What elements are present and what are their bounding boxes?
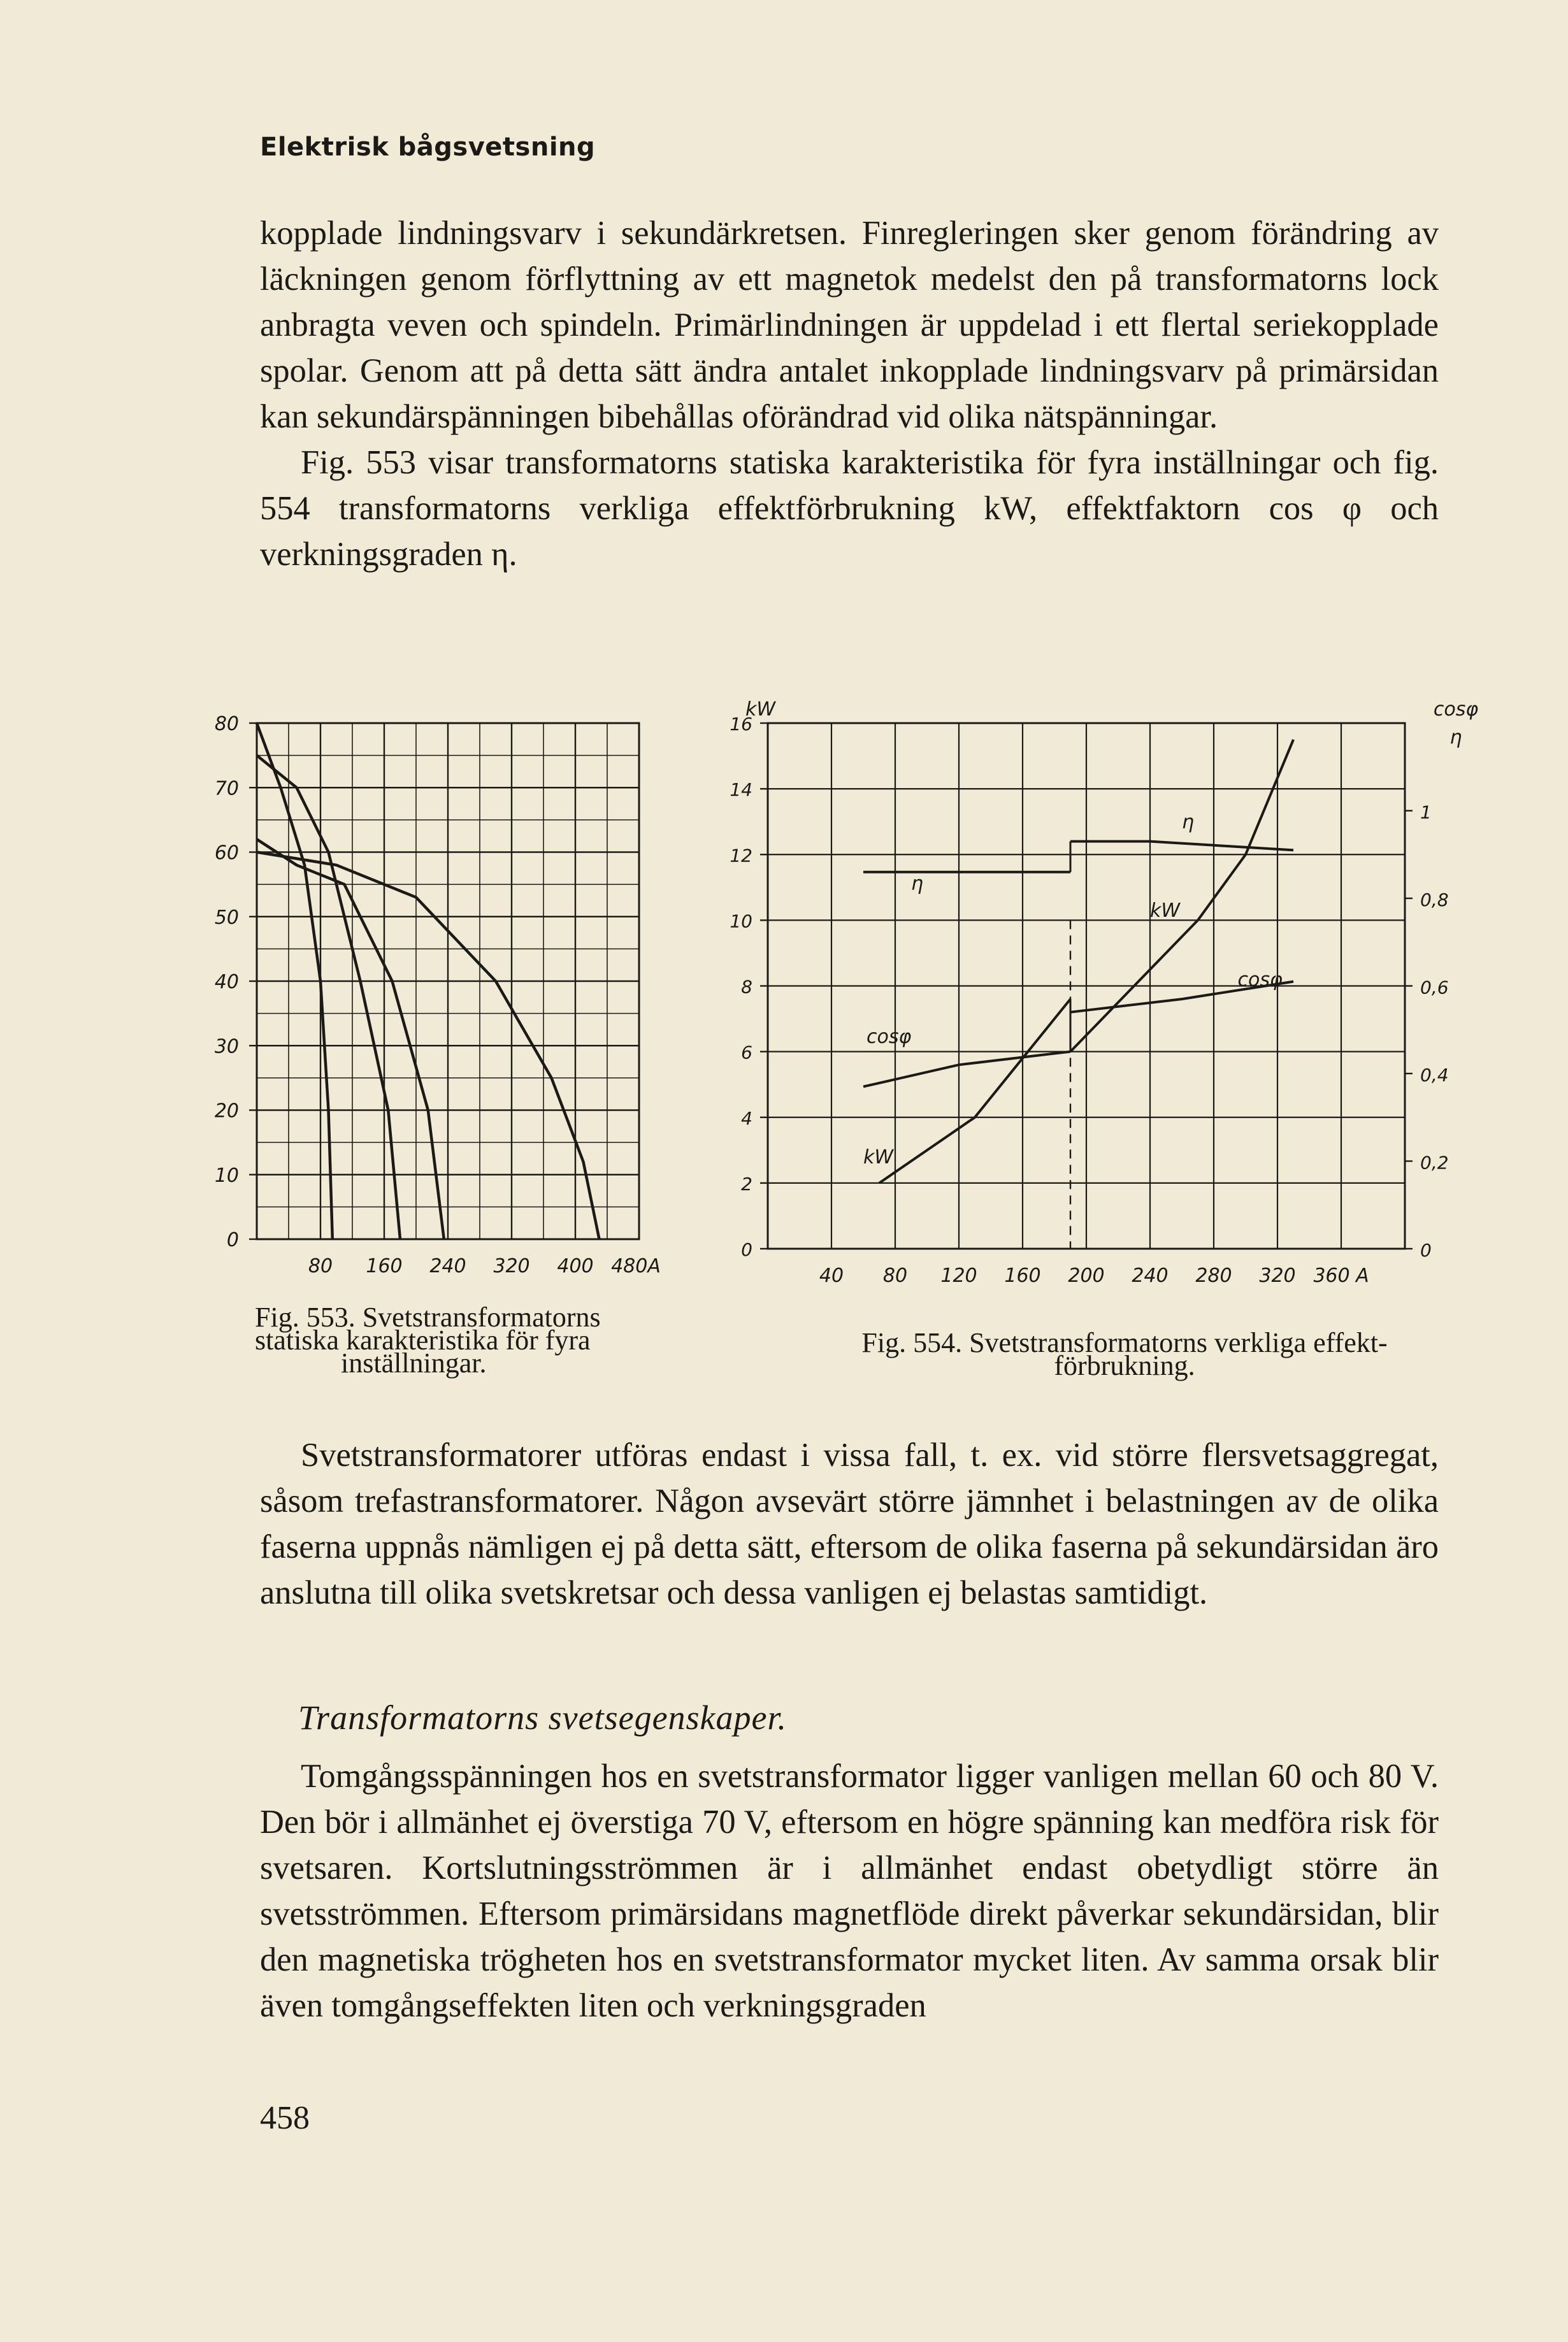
y-tick-label: 10 bbox=[214, 1164, 239, 1187]
right-tick-label: 0 bbox=[1420, 1240, 1432, 1261]
figure-553-caption bbox=[255, 1302, 701, 1379]
caption-line: Fig. 554. Svetstransformatorns verkliga effekt- bbox=[861, 1327, 1388, 1358]
left-tick-label: 14 bbox=[730, 779, 752, 801]
series-curve bbox=[863, 1052, 1070, 1087]
left-tick-label: 12 bbox=[730, 845, 752, 866]
fig554-curves bbox=[863, 740, 1293, 1183]
left-tick-label: 6 bbox=[741, 1042, 752, 1063]
left-tick-label: 0 bbox=[741, 1239, 752, 1260]
x-tick-label: 80 bbox=[308, 1255, 333, 1277]
x-tick-label: 320 bbox=[1259, 1265, 1296, 1287]
right-tick-label: 0,4 bbox=[1420, 1065, 1449, 1086]
left-tick-label: 4 bbox=[741, 1107, 752, 1129]
curve-label-kw-low: kW bbox=[863, 1146, 894, 1168]
x-tick-label: 160 bbox=[366, 1255, 403, 1277]
curve-label-cos-low: cosφ bbox=[867, 1025, 912, 1048]
y-tick-label: 20 bbox=[214, 1100, 239, 1123]
right-axis-unit-eta: η bbox=[1449, 726, 1462, 749]
y-tick-label: 60 bbox=[214, 842, 239, 865]
y-tick-label: 40 bbox=[214, 971, 239, 993]
caption-line: förbrukning. bbox=[1054, 1350, 1195, 1381]
x-tick-label: 200 bbox=[1068, 1265, 1105, 1287]
right-tick-label: 0,8 bbox=[1420, 889, 1449, 910]
body-paragraph-4-container bbox=[260, 1753, 1439, 2029]
y-tick-label: 30 bbox=[214, 1035, 239, 1058]
x-tick-label: 400 bbox=[557, 1255, 594, 1277]
right-tick-label: 0,6 bbox=[1420, 977, 1449, 998]
series-curve bbox=[1070, 842, 1293, 851]
curve-label-kw: kW bbox=[1150, 900, 1181, 923]
left-tick-label: 8 bbox=[741, 976, 752, 998]
fig554-labels bbox=[730, 698, 1478, 1287]
x-tick-label: 240 bbox=[429, 1255, 466, 1277]
x-tick-label: 480A bbox=[611, 1255, 661, 1277]
section-heading: Transformatorns svetsegenskaper. bbox=[298, 1699, 788, 1737]
page-number: 458 bbox=[260, 2100, 310, 2136]
characteristic-curve bbox=[257, 756, 400, 1239]
left-axis-unit: kW bbox=[745, 698, 776, 721]
x-tick-label: 360 A bbox=[1313, 1265, 1369, 1287]
y-tick-label: 0 bbox=[226, 1229, 239, 1251]
right-tick-label: 1 bbox=[1420, 801, 1432, 823]
curve-label-eta-low: η bbox=[911, 872, 924, 895]
figure-554-chart bbox=[720, 691, 1504, 1287]
caption-line: inställningar. bbox=[341, 1347, 487, 1379]
body-paragraphs-top bbox=[260, 210, 1439, 577]
fig554-grid bbox=[760, 723, 1413, 1249]
x-tick-label: 160 bbox=[1004, 1265, 1041, 1287]
body-paragraph-3-container bbox=[260, 1432, 1439, 1616]
paragraph-4: Tomgångsspänningen hos en svetstransformator ligger vanligen mellan 60 och 80 V. Den bör i allmänhet ej överstiga 70 V, eftersom en högre spänning kan medföra risk för svetsaren. Kortslutningsströmmen är i allmänhet endast obetydligt större än svetsströmmen. Eftersom primärsidans magnetflöde direkt påverkar sekundärsidan, blir den magnetiska trögheten hos en svetstransformator mycket liten. Av samma orsak blir även tomgångseffekten liten och verkningsgraden bbox=[260, 1758, 1439, 2024]
figure-553-chart bbox=[214, 713, 720, 1287]
left-tick-label: 10 bbox=[730, 910, 752, 932]
x-tick-label: 40 bbox=[819, 1265, 844, 1287]
series-curve bbox=[1070, 740, 1293, 1052]
caption-line: statiska karakteristika för fyra bbox=[255, 1325, 591, 1356]
curve-label-cos: cosφ bbox=[1237, 968, 1283, 991]
caption-line: Fig. 553. Svetstransformatorns bbox=[255, 1302, 601, 1333]
y-tick-label: 70 bbox=[214, 777, 239, 800]
x-tick-label: 240 bbox=[1132, 1265, 1169, 1287]
fig553-grid bbox=[249, 723, 639, 1239]
left-tick-label: 16 bbox=[730, 714, 752, 735]
x-tick-label: 80 bbox=[882, 1265, 908, 1287]
running-head: Elektrisk bågsvetsning bbox=[260, 133, 596, 162]
x-tick-label: 280 bbox=[1195, 1265, 1232, 1287]
x-tick-label: 120 bbox=[940, 1265, 977, 1287]
y-tick-label: 50 bbox=[214, 906, 239, 929]
paragraph-3: Svetstransformatorer utföras endast i vissa fall, t. ex. vid större flersvetsaggregat, såsom trefastransformatorer. Någon avsevärt större jämnhet i belastningen av de olika faserna uppnås nämligen ej på detta sätt, eftersom de olika faserna på sekundärsidan äro anslutna till olika svetskretsar och dessa vanligen ej belastas samtidigt. bbox=[260, 1437, 1439, 1611]
paragraph-2: Fig. 553 visar transformatorns statiska karakteristika för fyra inställningar och fig. 554 transformatorns verkliga effektförbrukning kW, effektfaktorn cos φ och verkningsgraden η. bbox=[260, 444, 1439, 573]
figure-554-caption bbox=[787, 1327, 1462, 1381]
y-tick-label: 80 bbox=[214, 713, 239, 735]
right-tick-label: 0,2 bbox=[1420, 1152, 1449, 1174]
paragraph-1: kopplade lindningsvarv i sekundärkretsen. Finregleringen sker genom förändring av läckningen genom förflyttning av ett magnetok medelst den på transformatorns lock anbragta veven och spindeln. Primärlindningen är uppdelad i ett flertal seriekopplade spolar. Genom att på detta sätt ändra antalet inkopplade lindningsvarv på primärsidan kan sekundärspänningen bibehållas oförändrad vid olika nätspänningar. bbox=[260, 215, 1439, 435]
left-tick-label: 2 bbox=[741, 1173, 752, 1195]
curve-label-eta: η bbox=[1182, 811, 1195, 833]
right-axis-unit-cos: cosφ bbox=[1433, 698, 1479, 721]
x-tick-label: 320 bbox=[493, 1255, 530, 1277]
